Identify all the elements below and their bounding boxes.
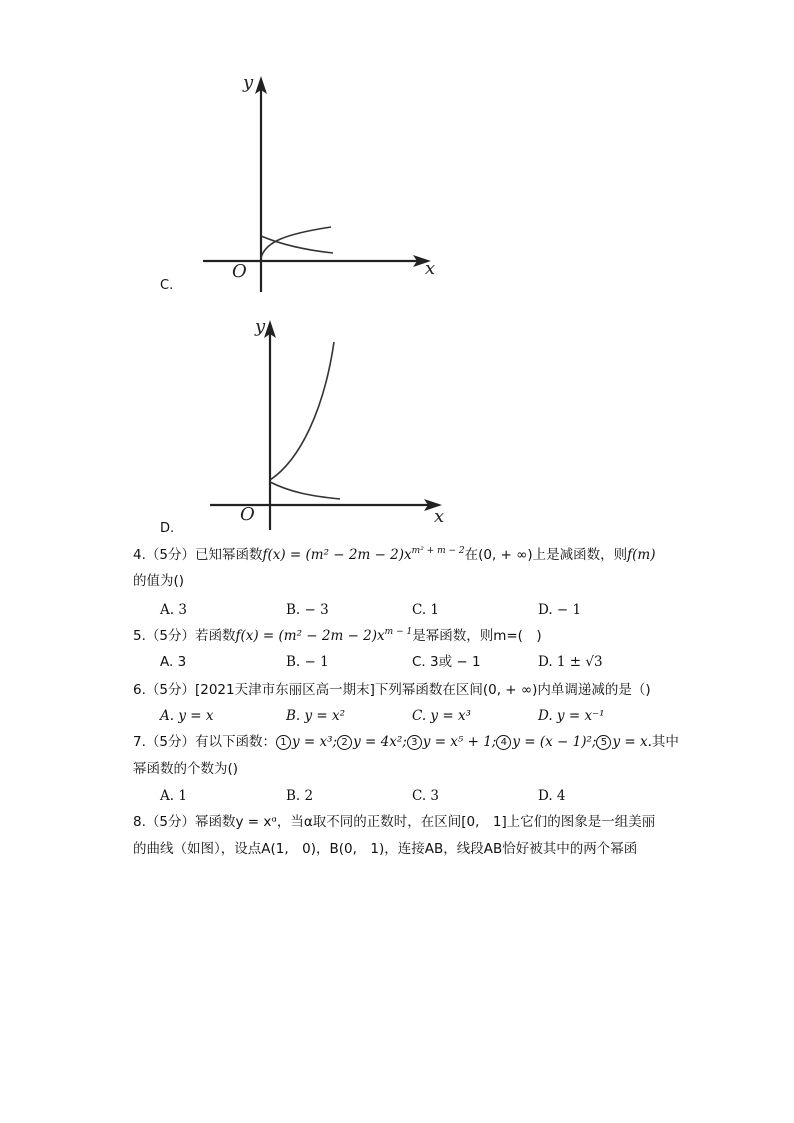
graph-option-d bbox=[200, 310, 460, 530]
increasing-curve bbox=[270, 342, 334, 480]
q5-option-a: A. 3 bbox=[160, 654, 187, 670]
option-c-label: C. bbox=[160, 278, 174, 293]
q7-option-c: C. 3 bbox=[412, 788, 440, 804]
q6-option-a: A. y = x bbox=[160, 708, 214, 724]
origin-label: O bbox=[240, 504, 255, 525]
question-7-item-5: y = x. bbox=[612, 734, 652, 750]
question-4-base: x bbox=[404, 547, 412, 563]
question-7-line2: 幂函数的个数为() bbox=[133, 761, 239, 777]
question-5-tail: 是幂函数，则m=( ) bbox=[412, 628, 542, 644]
question-5-prefix: 5.（5分）若函数 bbox=[133, 628, 236, 644]
q5-option-c: C. 3或 − 1 bbox=[412, 654, 481, 670]
q7-option-d: D. 4 bbox=[538, 788, 566, 804]
question-4-function: f(x) = (m² − 2m − 2) bbox=[262, 547, 405, 563]
q6-option-b: B. y = x² bbox=[286, 708, 346, 724]
question-7-item-3: y = x⁵ + 1; bbox=[422, 734, 497, 750]
q4-option-d: D. − 1 bbox=[538, 602, 582, 618]
origin-label: O bbox=[232, 261, 247, 282]
y-axis-label: y bbox=[255, 316, 266, 337]
question-4-tail: f(m) bbox=[627, 547, 656, 563]
circled-number-5-icon: 5 bbox=[596, 735, 611, 750]
q7-option-a: A. 1 bbox=[160, 788, 187, 804]
question-4 bbox=[133, 546, 656, 564]
circled-number-4-icon: 4 bbox=[496, 735, 511, 750]
question-6: 6.（5分）[2021天津市东丽区高一期末]下列幂函数在区间(0, + ∞)内单调递减的是（) bbox=[133, 682, 651, 698]
x-axis-label: x bbox=[425, 258, 436, 279]
question-5 bbox=[133, 627, 542, 645]
q5-option-d: D. 1 ± √3 bbox=[538, 654, 603, 670]
question-4-prefix: 4.（5分）已知幂函数 bbox=[133, 547, 263, 563]
question-4-line2: 的值为() bbox=[133, 573, 185, 589]
question-5-base: x bbox=[377, 628, 385, 644]
question-7-item-1: y = x³; bbox=[291, 734, 338, 750]
q4-option-b: B. − 3 bbox=[286, 602, 329, 618]
circled-number-2-icon: 2 bbox=[337, 735, 352, 750]
question-7-tail: 其中 bbox=[651, 734, 679, 750]
x-axis-label: x bbox=[434, 506, 445, 527]
question-4-mid: 在(0, + ∞)上是减函数，则 bbox=[464, 547, 628, 563]
question-7-item-2: y = 4x²; bbox=[353, 734, 407, 750]
q6-option-d: D. y = x⁻¹ bbox=[538, 708, 605, 724]
increasing-curve bbox=[261, 227, 331, 258]
question-5-exponent: m − 1 bbox=[384, 627, 413, 637]
circled-number-3-icon: 3 bbox=[407, 735, 422, 750]
q4-option-a: A. 3 bbox=[160, 602, 187, 618]
question-7-prefix: 7.（5分）有以下函数： bbox=[133, 734, 276, 750]
question-4-exponent: m² + m − 2 bbox=[411, 546, 465, 556]
decreasing-curve bbox=[270, 482, 340, 499]
question-8-line2: 的曲线（如图），设点A(1, 0)，B(0, 1)，连接AB，线段AB恰好被其中的两个幂函 bbox=[133, 841, 638, 857]
q6-option-c: C. y = x³ bbox=[412, 708, 471, 724]
question-8-line1: 8.（5分）幂函数y = xᵅ，当α取不同的正数时，在区间[0, 1]上它们的图象是一组美丽 bbox=[133, 814, 656, 830]
q7-option-b: B. 2 bbox=[286, 788, 314, 804]
question-5-function: f(x) = (m² − 2m − 2) bbox=[235, 628, 378, 644]
q4-option-c: C. 1 bbox=[412, 602, 440, 618]
option-d-label: D. bbox=[160, 521, 175, 536]
graph-option-c bbox=[195, 70, 455, 295]
circled-number-1-icon: 1 bbox=[276, 735, 291, 750]
question-7 bbox=[133, 733, 679, 751]
y-axis-label: y bbox=[243, 72, 254, 93]
question-7-item-4: y = (x − 1)²; bbox=[512, 734, 597, 750]
q5-option-b: B. − 1 bbox=[286, 654, 329, 670]
